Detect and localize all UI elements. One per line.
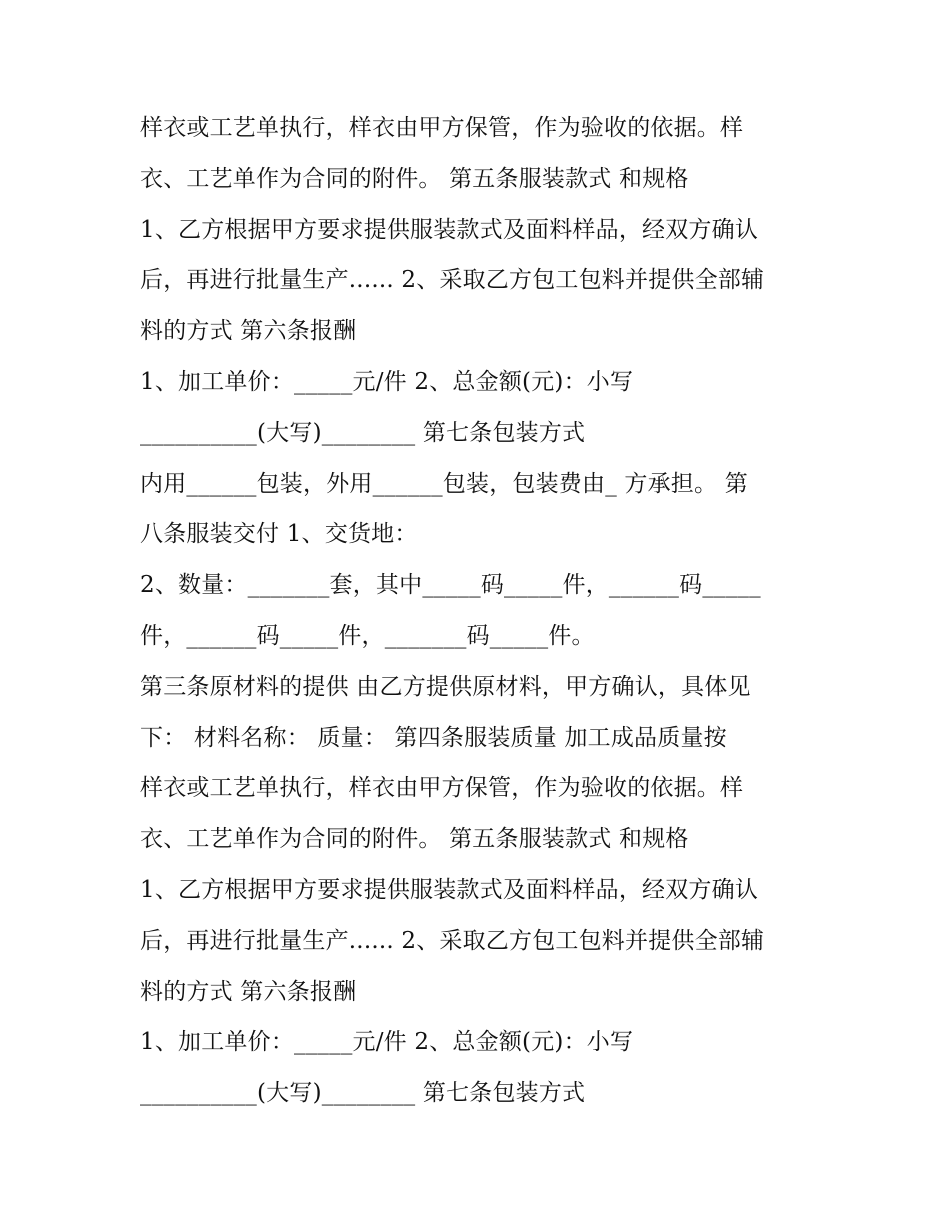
text-line: 八条服装交付 1、交货地：: [140, 521, 418, 548]
text-line: 1、加工单价：_____元/件 2、总金额(元)：小写: [140, 368, 634, 395]
text-line: 内用______包装，外用______包装，包装费由_ 方承担。 第: [140, 470, 748, 497]
text-line: 2、数量：_______套，其中_____码_____件，______码_____: [140, 572, 761, 599]
text-line: 第三条原材料的提供 由乙方提供原材料，甲方确认，具体见: [140, 673, 751, 700]
text-line: __________(大写)________ 第七条包装方式: [140, 419, 586, 446]
contract-text: [140, 103, 840, 1119]
text-line: __________(大写)________ 第七条包装方式: [140, 1080, 586, 1107]
text-line: 后，再进行批量生产...... 2、采取乙方包工包料并提供全部辅: [140, 927, 765, 954]
text-line: 件，______码_____件，_______码_____件。: [140, 622, 595, 649]
text-line: 1、加工单价：_____元/件 2、总金额(元)：小写: [140, 1029, 634, 1056]
text-line: 料的方式 第六条报酬: [140, 318, 357, 345]
text-line: 1、乙方根据甲方要求提供服装款式及面料样品，经双方确认: [140, 876, 759, 903]
text-line: 衣、工艺单作为合同的附件。 第五条服装款式 和规格: [140, 165, 689, 192]
text-line: 样衣或工艺单执行，样衣由甲方保管，作为验收的依据。样: [140, 775, 744, 802]
text-line: 1、乙方根据甲方要求提供服装款式及面料样品，经双方确认: [140, 216, 759, 243]
text-line: 样衣或工艺单执行，样衣由甲方保管，作为验收的依据。样: [140, 115, 744, 141]
text-line: 料的方式 第六条报酬: [140, 978, 357, 1005]
text-line: 下： 材料名称： 质量： 第四条服装质量 加工成品质量按: [140, 724, 727, 751]
text-line: 衣、工艺单作为合同的附件。 第五条服装款式 和规格: [140, 826, 689, 853]
text-line: 后，再进行批量生产...... 2、采取乙方包工包料并提供全部辅: [140, 267, 765, 294]
